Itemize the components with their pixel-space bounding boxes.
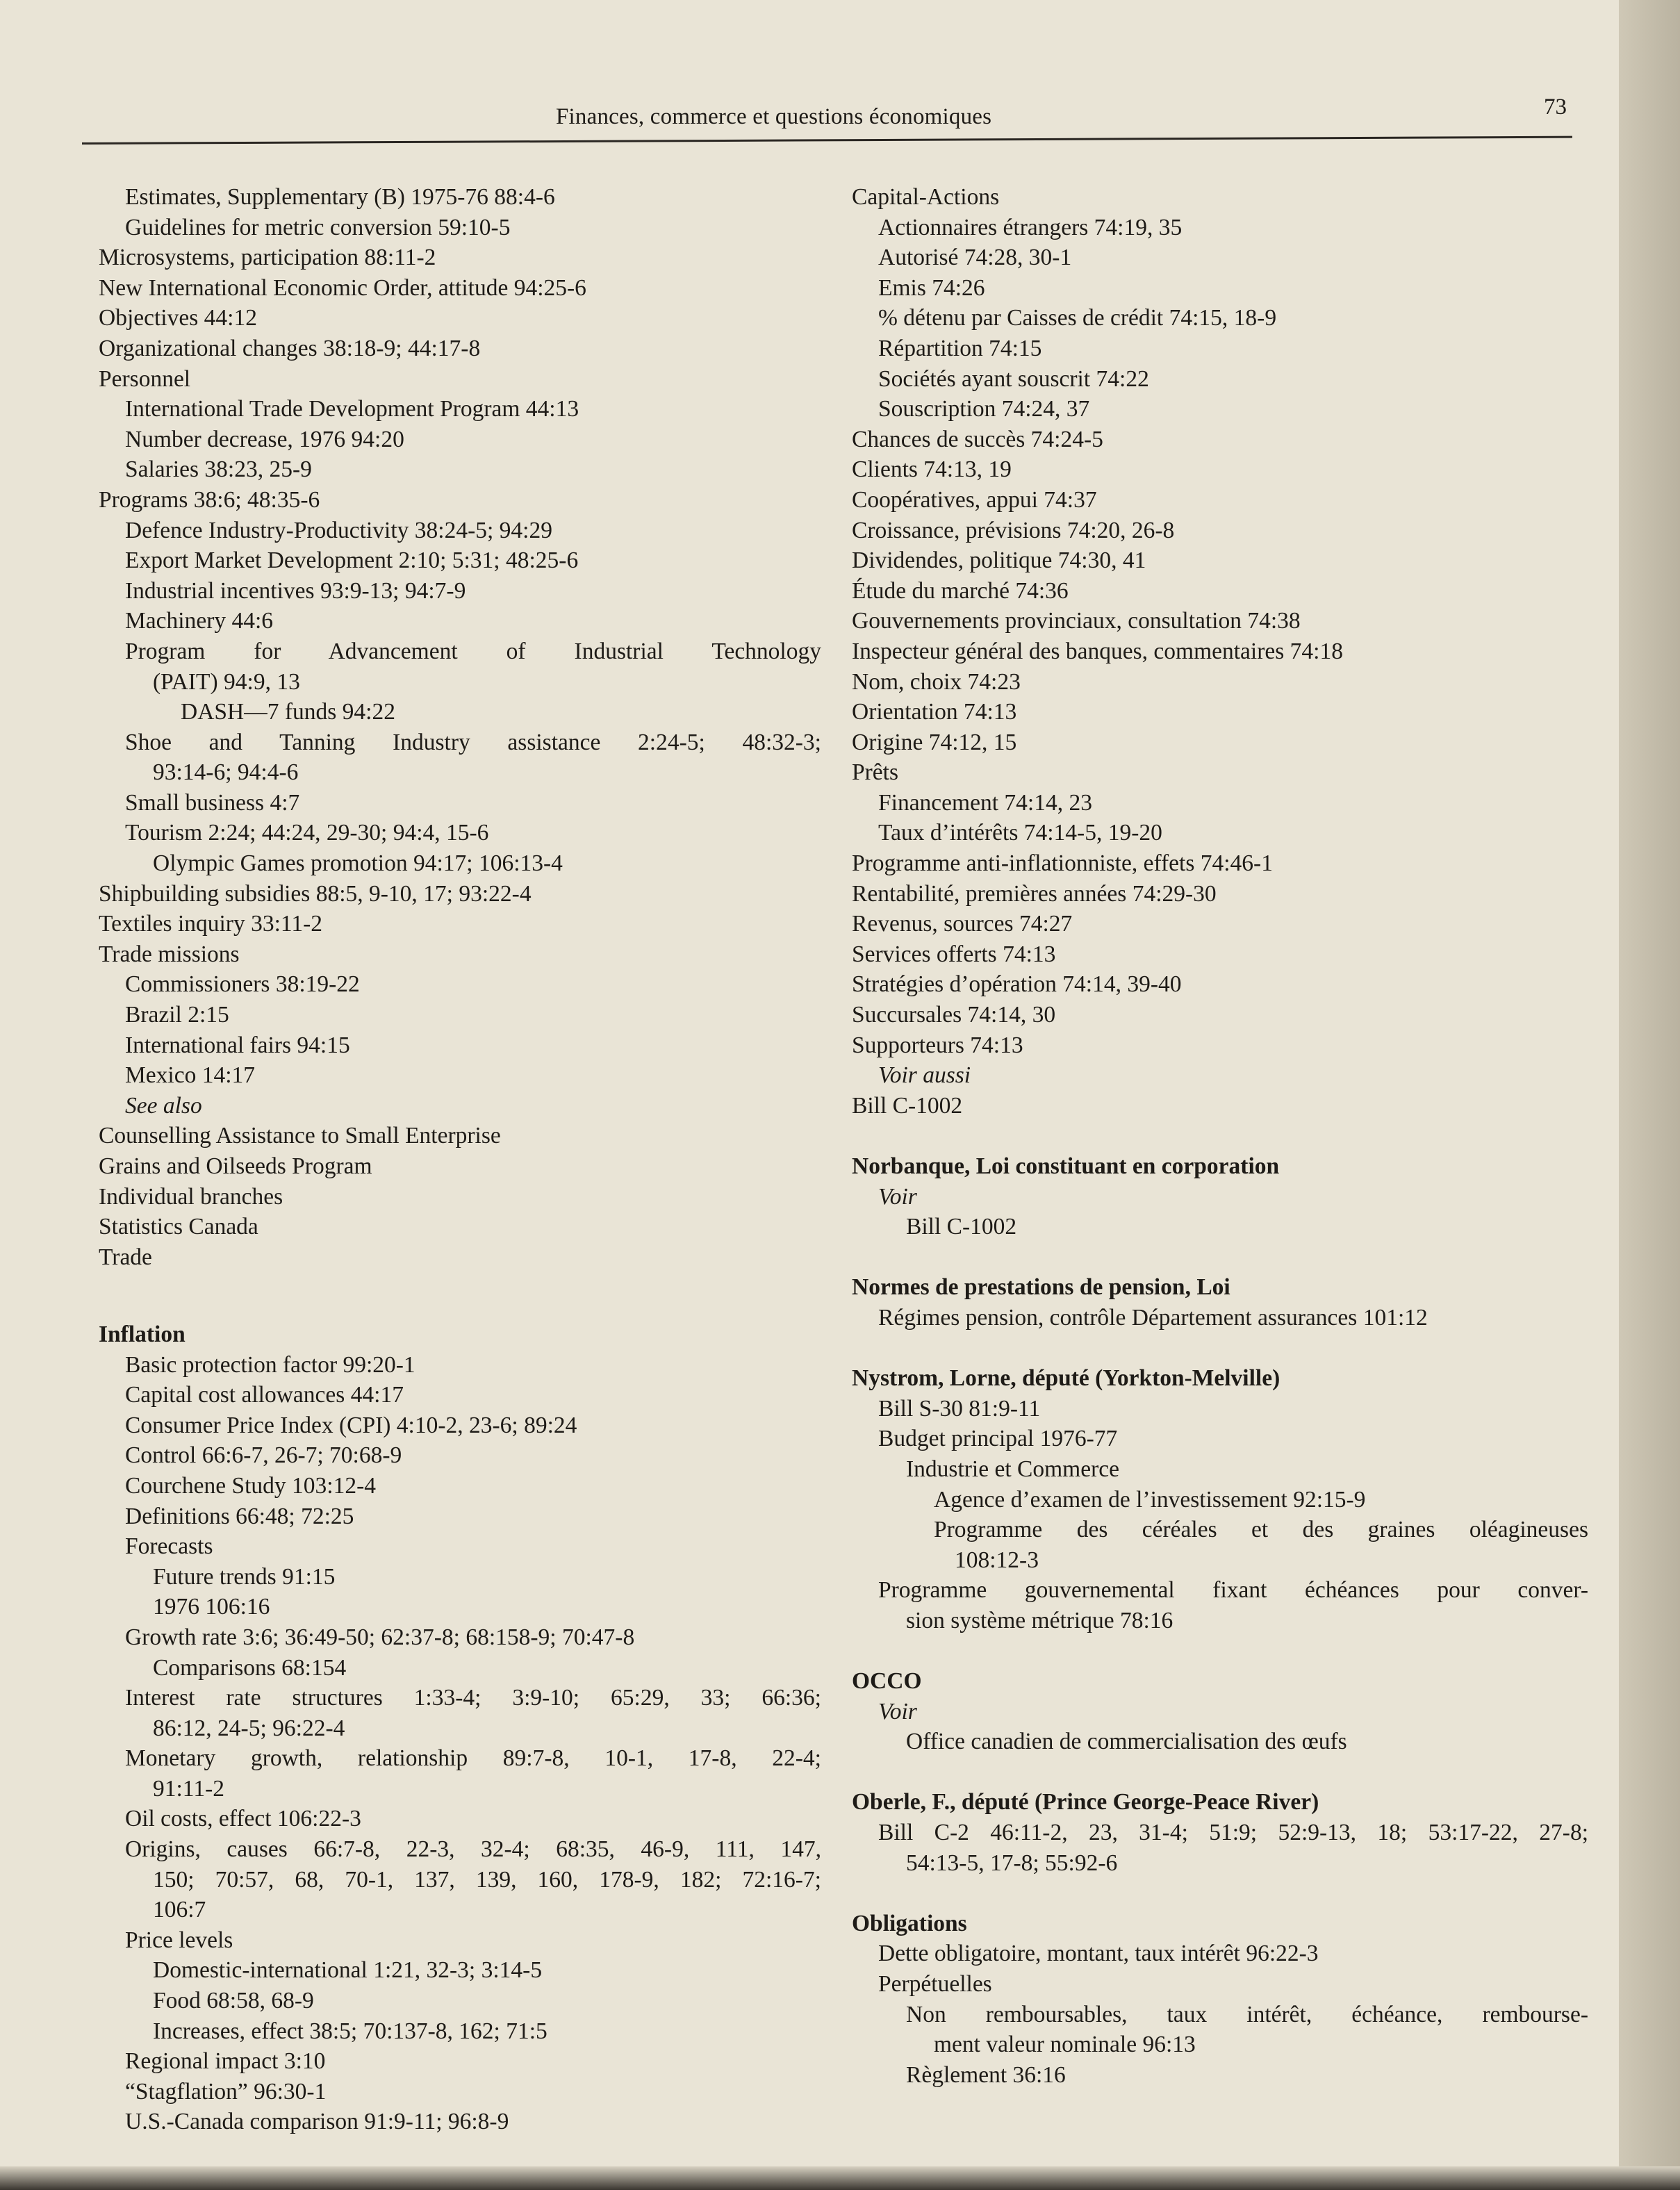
index-heading: Oberle, F., député (Prince George-Peace River) (852, 1789, 1319, 1816)
index-heading: Inflation (99, 1321, 186, 1347)
entry-spacer (99, 1303, 821, 1319)
entry-spacer (852, 1878, 1588, 1909)
page-edge-shadow (1619, 0, 1680, 2190)
index-entry: Courchene Study 103:12-4 (125, 1472, 377, 1499)
index-entry: sion système métrique 78:16 (906, 1607, 1173, 1633)
index-entry: Rentabilité, premières années 74:29-30 (852, 880, 1217, 907)
index-entry: Services offerts 74:13 (852, 941, 1056, 967)
index-entry: Regional impact 3:10 (125, 2048, 326, 2075)
index-entry: Control 66:6-7, 26-7; 70:68-9 (125, 1442, 402, 1469)
index-entry: Répartition 74:15 (878, 335, 1042, 361)
index-entry: Origins, causes 66:7-8, 22-3, 32-4; 68:35, 46-9, 111, 147, (125, 1836, 821, 1863)
index-entry: “Stagflation” 96:30-1 (125, 2078, 327, 2105)
index-entry: Shoe and Tanning Industry assistance 2:24-5; 48:32-3; (125, 729, 821, 755)
index-entry: Mexico 14:17 (125, 1062, 256, 1089)
index-entry: Inspecteur général des banques, commentaires 74:18 (852, 638, 1343, 664)
index-entry: Budget principal 1976-77 (878, 1426, 1118, 1452)
index-entry: Salaries 38:23, 25-9 (125, 456, 312, 483)
entry-spacer (852, 1636, 1588, 1667)
index-entry: Origine 74:12, 15 (852, 729, 1017, 755)
index-entry: 93:14-6; 94:4-6 (153, 759, 299, 786)
index-entry: 108:12-3 (955, 1547, 1039, 1573)
index-entry: Non remboursables, taux intérêt, échéance, rembourse- (906, 2001, 1588, 2027)
index-entry: Number decrease, 1976 94:20 (125, 426, 404, 452)
left-index-column (99, 182, 821, 2137)
index-entry: Nom, choix 74:23 (852, 668, 1021, 695)
index-entry: 1976 106:16 (153, 1594, 270, 1620)
index-entry: Machinery 44:6 (125, 608, 274, 634)
index-entry: Oil costs, effect 106:22-3 (125, 1806, 361, 1832)
index-entry: 91:11-2 (153, 1775, 224, 1802)
index-entry: Régimes pension, contrôle Département assurances 101:12 (878, 1304, 1428, 1331)
index-entry: Forecasts (125, 1533, 213, 1560)
index-heading: Nystrom, Lorne, député (Yorkton-Melville) (852, 1365, 1280, 1392)
index-entry: Actionnaires étrangers 74:19, 35 (878, 214, 1183, 240)
index-entry: Export Market Development 2:10; 5:31; 48:25-6 (125, 548, 579, 574)
entry-spacer (852, 1333, 1588, 1364)
index-entry: 106:7 (153, 1897, 206, 1923)
index-entry: Monetary growth, relationship 89:7-8, 10-1, 17-8, 22-4; (125, 1745, 821, 1772)
cross-reference-label: See also (125, 1092, 202, 1119)
index-entry: DASH—7 funds 94:22 (181, 699, 395, 725)
index-entry: Programme anti-inflationniste, effets 74:46-1 (852, 850, 1273, 877)
index-entry: Revenus, sources 74:27 (852, 911, 1073, 937)
index-entry: Souscription 74:24, 37 (878, 396, 1090, 422)
index-entry: Program for Advancement of Industrial Technology (125, 638, 821, 664)
index-entry: International Trade Development Program 44:13 (125, 396, 579, 422)
running-title: Finances, commerce et questions économiques (556, 104, 992, 129)
index-entry: Tourism 2:24; 44:24, 29-30; 94:4, 15-6 (125, 820, 489, 846)
cross-reference-label: Voir aussi (878, 1062, 971, 1089)
index-entry: Definitions 66:48; 72:25 (125, 1503, 354, 1529)
index-entry: % détenu par Caisses de crédit 74:15, 18-9 (878, 305, 1277, 331)
index-entry: Individual branches (99, 1183, 283, 1210)
index-entry: Bill C-2 46:11-2, 23, 31-4; 51:9; 52:9-13, 18; 53:17-22, 27-8; (878, 1820, 1588, 1846)
index-entry: ment valeur nominale 96:13 (934, 2032, 1196, 2058)
index-entry: Bill C-1002 (906, 1214, 1017, 1240)
index-entry: Étude du marché 74:36 (852, 577, 1069, 604)
index-heading: Normes de prestations de pension, Loi (852, 1274, 1230, 1301)
index-entry: Food 68:58, 68-9 (153, 1988, 314, 2014)
index-entry: Coopératives, appui 74:37 (852, 486, 1097, 513)
index-entry: Price levels (125, 1927, 233, 1953)
index-entry: Capital cost allowances 44:17 (125, 1382, 404, 1408)
header-rule (82, 136, 1572, 145)
index-entry: Shipbuilding subsidies 88:5, 9-10, 17; 93:22-4 (99, 880, 532, 907)
index-entry: Interest rate structures 1:33-4; 3:9-10; 65:29, 33; 66:36; (125, 1685, 821, 1711)
index-entry: Industrial incentives 93:9-13; 94:7-9 (125, 577, 466, 604)
index-entry: Domestic-international 1:21, 32-3; 3:14-5 (153, 1957, 543, 1984)
index-entry: Future trends 91:15 (153, 1563, 336, 1590)
index-entry: Règlement 36:16 (906, 2061, 1066, 2088)
index-entry: Grains and Oilseeds Program (99, 1153, 372, 1179)
cross-reference-label: Voir (878, 1183, 917, 1210)
cross-reference-label: Voir (878, 1698, 917, 1724)
index-entry: U.S.-Canada comparison 91:9-11; 96:8-9 (125, 2109, 509, 2135)
index-entry: Small business 4:7 (125, 789, 300, 816)
index-entry: Comparisons 68:154 (153, 1654, 347, 1681)
index-entry: Guidelines for metric conversion 59:10-5 (125, 214, 511, 240)
index-entry: Office canadien de commercialisation des œufs (906, 1729, 1347, 1755)
index-entry: Agence d’examen de l’investissement 92:15-9 (934, 1486, 1366, 1513)
index-entry: Dette obligatoire, montant, taux intérêt 96:22-3 (878, 1941, 1319, 1967)
index-entry: Commissioners 38:19-22 (125, 971, 360, 998)
index-entry: 150; 70:57, 68, 70-1, 137, 139, 160, 178-9, 182; 72:16-7; (153, 1866, 821, 1893)
entry-spacer (99, 1272, 821, 1303)
index-heading: Obligations (852, 1910, 967, 1936)
index-entry: Orientation 74:13 (852, 699, 1017, 725)
index-entry: Objectives 44:12 (99, 305, 257, 331)
index-entry: Chances de succès 74:24-5 (852, 426, 1103, 452)
index-entry: Estimates, Supplementary (B) 1975-76 88:4-6 (125, 184, 555, 210)
index-entry: Organizational changes 38:18-9; 44:17-8 (99, 335, 481, 361)
index-entry: Statistics Canada (99, 1214, 258, 1240)
index-entry: Programme gouvernemental fixant échéances pour conver- (878, 1577, 1588, 1604)
entry-spacer (852, 1242, 1588, 1273)
index-entry: Clients 74:13, 19 (852, 456, 1012, 483)
index-entry: Industrie et Commerce (906, 1456, 1119, 1482)
index-heading: OCCO (852, 1668, 922, 1695)
index-entry: New International Economic Order, attitude 94:25-6 (99, 274, 586, 301)
right-index-column (852, 182, 1588, 2090)
index-entry: Bill C-1002 (852, 1092, 963, 1119)
index-heading: Norbanque, Loi constituant en corporation (852, 1153, 1280, 1179)
index-entry: Counselling Assistance to Small Enterprise (99, 1123, 501, 1149)
index-entry: Succursales 74:14, 30 (852, 1002, 1056, 1028)
entry-spacer (852, 1121, 1588, 1151)
index-entry: Basic protection factor 99:20-1 (125, 1351, 415, 1378)
bottom-scan-edge (0, 2166, 1680, 2190)
index-entry: Brazil 2:15 (125, 1002, 229, 1028)
index-entry: Personnel (99, 365, 191, 392)
index-entry: Autorisé 74:28, 30-1 (878, 245, 1072, 271)
index-entry: Croissance, prévisions 74:20, 26-8 (852, 517, 1175, 543)
index-entry: Financement 74:14, 23 (878, 789, 1092, 816)
index-entry: Growth rate 3:6; 36:49-50; 62:37-8; 68:158-9; 70:47-8 (125, 1624, 635, 1650)
index-entry: Taux d’intérêts 74:14-5, 19-20 (878, 820, 1162, 846)
index-entry: Supporteurs 74:13 (852, 1032, 1023, 1058)
index-entry: Defence Industry-Productivity 38:24-5; 94:29 (125, 517, 552, 543)
entry-spacer (852, 1757, 1588, 1788)
index-entry: Consumer Price Index (CPI) 4:10-2, 23-6; 89:24 (125, 1412, 577, 1438)
index-entry: 54:13-5, 17-8; 55:92-6 (906, 1850, 1118, 1876)
index-entry: Stratégies d’opération 74:14, 39-40 (852, 971, 1182, 998)
index-entry: Bill S-30 81:9-11 (878, 1395, 1041, 1422)
index-entry: Dividendes, politique 74:30, 41 (852, 548, 1146, 574)
index-entry: Prêts (852, 759, 898, 786)
index-entry: Textiles inquiry 33:11-2 (99, 911, 323, 937)
index-entry: Programs 38:6; 48:35-6 (99, 486, 320, 513)
index-entry: 86:12, 24-5; 96:22-4 (153, 1715, 345, 1741)
index-entry: Emis 74:26 (878, 274, 985, 301)
index-entry: International fairs 94:15 (125, 1032, 350, 1058)
index-entry: (PAIT) 94:9, 13 (153, 668, 300, 695)
page-number: 73 (1544, 94, 1567, 120)
index-entry: Sociétés ayant souscrit 74:22 (878, 365, 1149, 392)
index-entry: Olympic Games promotion 94:17; 106:13-4 (153, 850, 563, 877)
index-entry: Increases, effect 38:5; 70:137-8, 162; 71:5 (153, 2018, 547, 2044)
index-entry: Perpétuelles (878, 1971, 992, 1998)
index-entry: Trade (99, 1244, 152, 1270)
index-entry: Capital-Actions (852, 184, 1000, 210)
index-entry: Programme des céréales et des graines oléagineuses (934, 1517, 1588, 1543)
index-entry: Gouvernements provinciaux, consultation 74:38 (852, 608, 1301, 634)
index-entry: Trade missions (99, 941, 240, 967)
index-entry: Microsystems, participation 88:11-2 (99, 245, 436, 271)
